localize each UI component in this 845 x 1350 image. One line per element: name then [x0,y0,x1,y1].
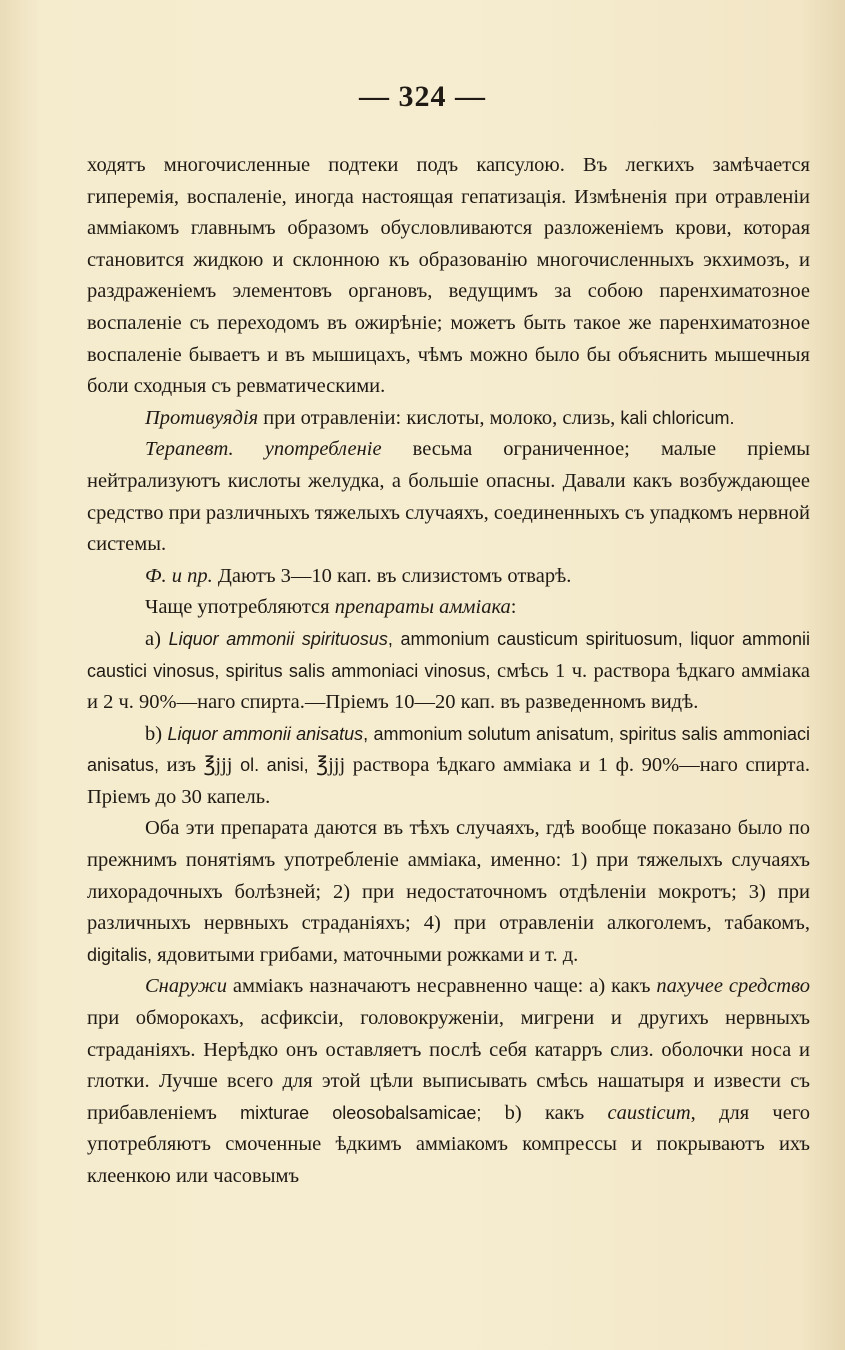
preparation-b-latin2: ol. anisi, [240,755,309,776]
paragraph-preparation-b [87,719,810,814]
preparation-b-latin: , ammonium solutum anisatum, spiritus salis ammoniaci anisatus, [87,723,810,776]
preparation-a-label: а) [145,627,169,650]
paragraph-preparation-a [87,624,810,719]
preparations-end: : [510,596,517,619]
indications-text1: Оба эти препарата даются въ тѣхъ случаяхъ, гдѣ вообще показано было по прежнимъ понятіямъ употребленіе амміака, именно: 1) при тяжелыхъ случаяхъ лихорадочныхъ болѣзней; 2) при недостаточномъ отдѣленіи мокротъ; 3) при различныхъ нервныхъ страданіяхъ; 4) при отравленіи алкоголемъ, табакомъ, [87,817,810,935]
preparation-a-term: Liquor ammonii spirituosus [168,628,388,649]
external-text2: при обморокахъ, асфиксіи, головокруженіи, мигрени и другихъ нервныхъ страданіяхъ. Нерѣдко онъ оставляетъ послѣ себя катарръ слиз. оболочки носа и глотки. Лучше всего для этой цѣли выписывать смѣсь нашатыря и извести съ прибавленіемъ [87,1007,810,1124]
external-term1: Снаружи [145,975,227,998]
indications-text2: ядовитыми грибами, маточными рожками и т. д. [152,943,579,966]
indications-latin: digitalis, [87,944,153,965]
preparation-b-text1: изъ ℥jjj [159,754,241,777]
dosage-text: Даютъ 3—10 кап. въ слизистомъ отварѣ. [212,564,572,587]
paragraph-antidotes [87,403,810,435]
dosage-term: Ф. и пр. [145,564,213,587]
paragraph-dosage [87,561,810,593]
external-text4: , для чего употребляютъ смоченные ѣдкимъ амміакомъ компрессы и покрываютъ ихъ клеенкою или часовымъ [87,1101,810,1187]
preparation-b-text2: ℥jjj раствора ѣдкаго амміака и 1 ф. 90%—наго спирта. Пріемъ до 30 капель. [87,754,810,808]
antidotes-term: Противуядія [145,406,259,429]
paragraph-indications [87,813,810,971]
external-text1: амміакъ назначаютъ несравненно чаще: а) какъ [226,975,657,998]
preparations-term: препараты амміака [334,596,511,619]
antidotes-text: при отравленіи: кислоты, молоко, слизь, [258,406,621,429]
preparation-a-latin: , ammonium causticum spirituosum, liquor ammonii causticі vinosus, spiritus salis ammoniaci vinosus, [87,628,810,681]
external-text3: b) какъ [481,1101,608,1124]
external-term2: пахучее средство [656,975,810,998]
antidotes-latin: kali chloricum. [620,407,735,428]
paragraph-symptoms: ходятъ многочисленные подтеки подъ капсулою. Въ легкихъ замѣчается гиперемія, воспаленіе, иногда настоящая гепатизація. Измѣненія при отравленіи амміакомъ главнымъ образомъ обусловливаются разложеніемъ крови, которая становится жидкою и склонною къ образованію многочисленныхъ экхимозъ, и раздраженіемъ элементовъ органовъ, ведущимъ за собою паренхиматозное воспаленіе съ переходомъ въ ожирѣніе; можетъ быть такое же паренхиматозное воспаленіе бываетъ и въ мышицахъ, чѣмъ можно было бы объяснить мышечныя боли сходныя съ ревматическими. [87,154,810,398]
preparation-b-term: Liquor ammonii anisatus [167,723,364,744]
external-term3: causticum [607,1101,691,1124]
therapeutic-term: Терапевт. употребленіе [145,438,382,461]
therapeutic-text: весьма ограниченное; малые пріемы нейтрализуютъ кислоты желудка, а большіе опасны. Давали какъ возбуждающее средство при различныхъ тяжелыхъ случаяхъ, соединенныхъ съ упадкомъ нервной системы. [87,438,810,556]
preparation-b-label: b) [145,722,168,745]
external-latin: mixturae oleosobalsamicae; [240,1102,482,1123]
paragraph-preparations [87,592,810,624]
paragraph-therapeutic-use [87,434,810,560]
body-text [87,150,810,1193]
page-number: — 324 — [359,80,486,113]
preparations-text: Чаще употребляются [145,596,335,619]
paragraph-external-use [87,971,810,1192]
preparation-a-text: смѣсь 1 ч. раствора ѣдкаго амміака и 2 ч. 90%—наго спирта.—Пріемъ 10—20 кап. въ разведенномъ видѣ. [87,659,810,714]
